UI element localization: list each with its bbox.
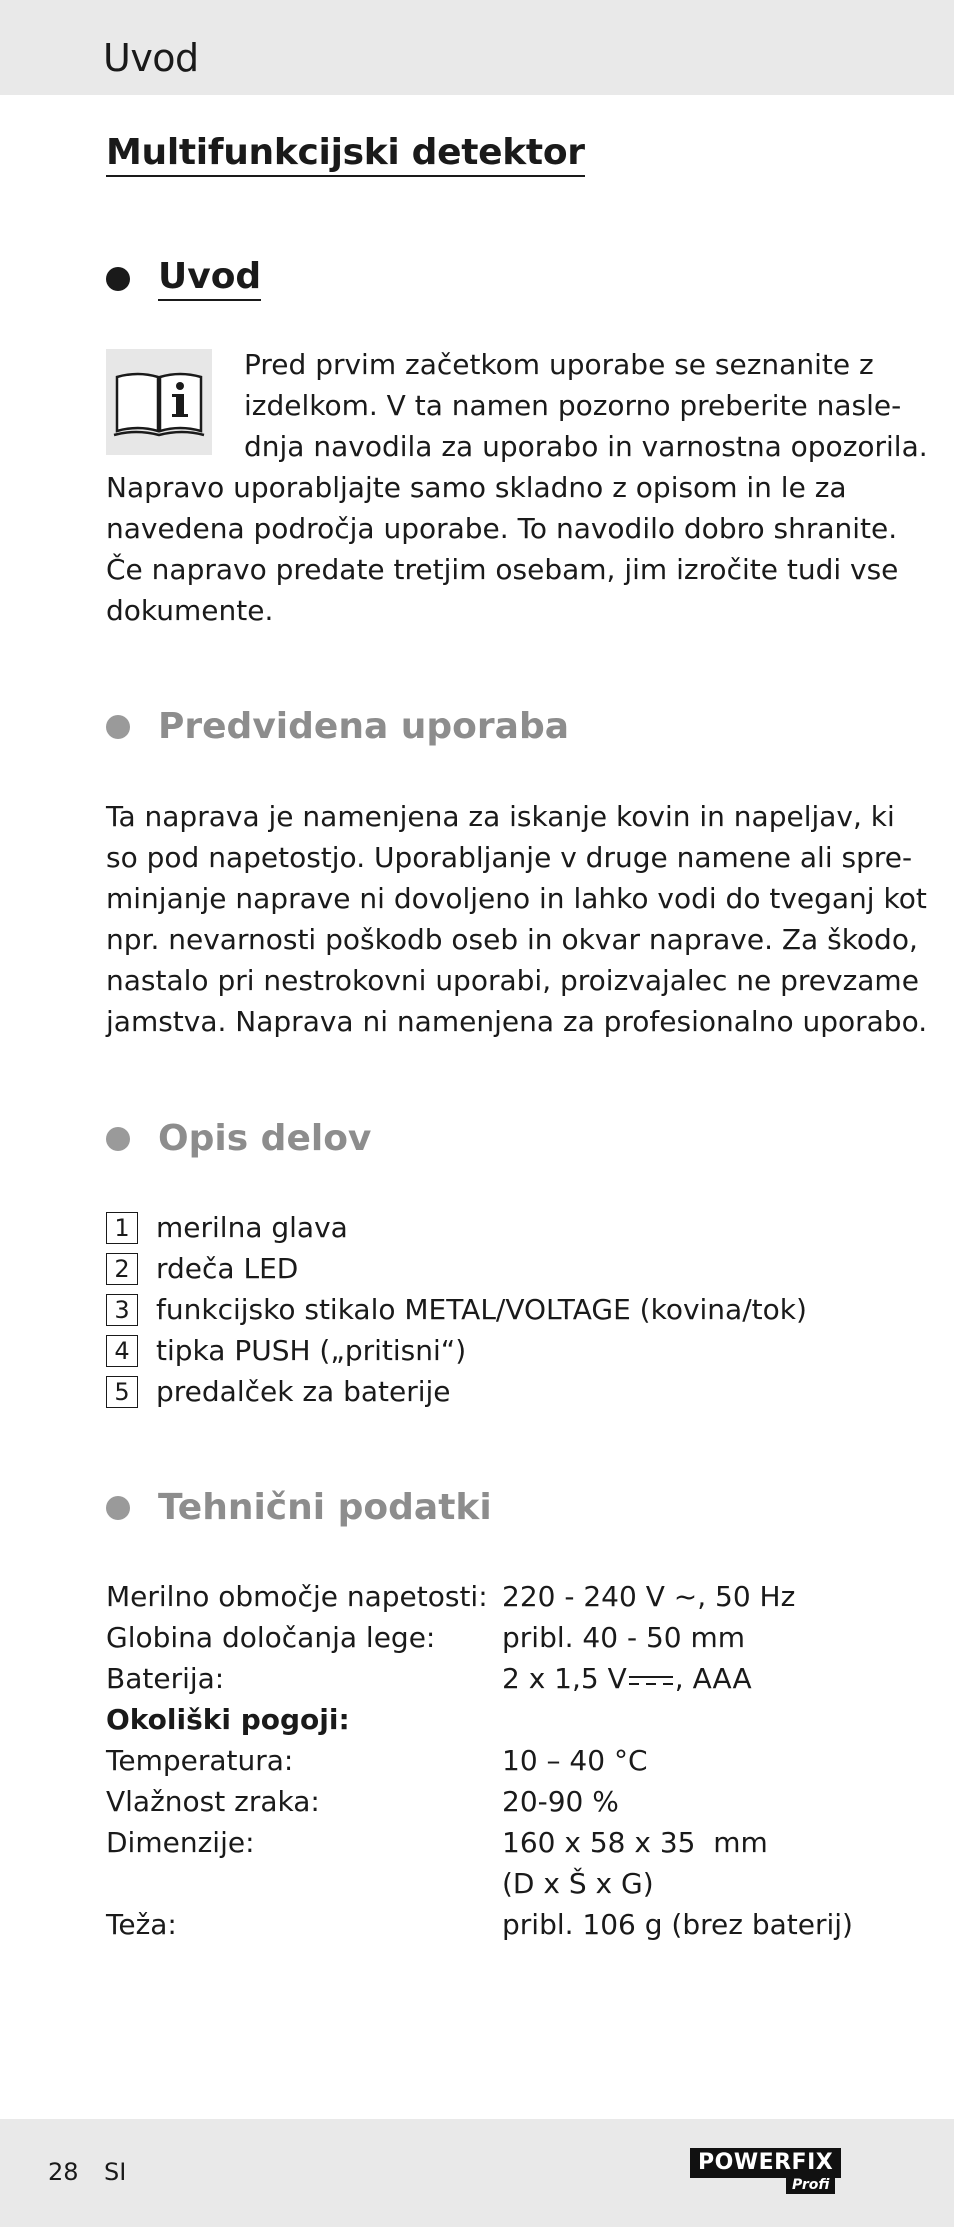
intro-text <box>106 467 898 631</box>
intended-use-line: jamstva. Naprava ni namenjena za profesionalno uporabo. <box>106 1005 928 1038</box>
part-number-box: 2 <box>106 1253 138 1285</box>
page-number: 28 <box>48 2158 79 2186</box>
part-label: rdeča LED <box>156 1252 299 1285</box>
spec-row <box>106 1822 853 1863</box>
intended-use-line: nastalo pri nestrokovni uporabi, proizvajalec ne prevzame <box>106 964 919 997</box>
document-title: Multifunkcijski detektor <box>106 132 585 177</box>
parts-list <box>106 1207 807 1412</box>
spec-label: Dimenzije: <box>106 1826 255 1859</box>
intended-use-line: npr. nevarnosti poškodb oseb in okvar naprave. Za škodo, <box>106 923 918 956</box>
intro-line: dnja navodila za uporabo in varnostna opozorila. <box>244 430 928 463</box>
brand-logo <box>690 2148 850 2196</box>
part-number-box: 4 <box>106 1335 138 1367</box>
section-heading-text: Opis delov <box>158 1118 372 1159</box>
brand-sub: Profi <box>786 2176 835 2194</box>
spec-label: Temperatura: <box>106 1744 294 1777</box>
section-heading-technical <box>106 1487 492 1528</box>
part-label: predalček za baterije <box>156 1375 451 1408</box>
part-label: tipka PUSH („pritisni“) <box>156 1334 467 1367</box>
part-number-box: 1 <box>106 1212 138 1244</box>
spec-row <box>106 1699 853 1740</box>
section-heading-text: Predvidena uporaba <box>158 706 570 747</box>
part-number-box: 5 <box>106 1376 138 1408</box>
list-item <box>106 1289 807 1330</box>
intro-text-wrapped <box>244 344 928 467</box>
spec-label: Globina določanja lege: <box>106 1621 436 1654</box>
spec-value: (D x Š x G) <box>502 1867 654 1900</box>
language-code: SI <box>104 2158 127 2186</box>
spec-label: Vlažnost zraka: <box>106 1785 320 1818</box>
spec-row <box>106 1617 853 1658</box>
section-heading-intro <box>106 256 261 301</box>
spec-row <box>106 1904 853 1945</box>
section-heading-text: Tehnični podatki <box>158 1487 492 1528</box>
intro-line: navedena področja uporabe. To navodilo dobro shranite. <box>106 512 898 545</box>
spec-value-suffix: , AAA <box>674 1662 752 1695</box>
part-label: merilna glava <box>156 1211 348 1244</box>
bullet-icon <box>106 1127 130 1151</box>
section-heading-intended-use <box>106 706 569 747</box>
section-heading-text: Uvod <box>158 256 261 301</box>
intended-use-text <box>106 796 927 1042</box>
spec-table <box>106 1576 853 1945</box>
intro-line: izdelkom. V ta namen pozorno preberite nasle- <box>244 389 902 422</box>
intended-use-line: minjanje naprave ni dovoljeno in lahko vodi do tveganj kot <box>106 882 927 915</box>
spec-subheading: Okoliški pogoji: <box>106 1703 350 1736</box>
spec-row <box>106 1863 853 1904</box>
spec-value: pribl. 106 g (brez baterij) <box>502 1908 853 1941</box>
intended-use-line: so pod napetostjo. Uporabljanje v druge namene ali spre- <box>106 841 913 874</box>
dc-symbol-icon <box>628 1672 674 1688</box>
spec-label: Baterija: <box>106 1662 225 1695</box>
list-item <box>106 1207 807 1248</box>
spec-value: pribl. 40 - 50 mm <box>502 1621 746 1654</box>
bullet-icon <box>106 715 130 739</box>
intended-use-line: Ta naprava je namenjena za iskanje kovin in napeljav, ki <box>106 800 895 833</box>
info-book-icon <box>106 349 212 455</box>
list-item <box>106 1330 807 1371</box>
spec-value-prefix: 2 x 1,5 V <box>502 1662 627 1695</box>
intro-line: dokumente. <box>106 594 274 627</box>
spec-value: 220 - 240 V ~, 50 Hz <box>502 1580 796 1613</box>
spec-row <box>106 1658 853 1699</box>
part-number-box: 3 <box>106 1294 138 1326</box>
part-label: funkcijsko stikalo METAL/VOLTAGE (kovina/tok) <box>156 1293 807 1326</box>
bullet-icon <box>106 1496 130 1520</box>
intro-line: Če napravo predate tretjim osebam, jim izročite tudi vse <box>106 553 899 586</box>
spec-row <box>106 1740 853 1781</box>
spec-value: 20-90 % <box>502 1785 619 1818</box>
spec-label: Merilno območje napetosti: <box>106 1580 488 1613</box>
spec-row <box>106 1781 853 1822</box>
spec-label: Teža: <box>106 1908 177 1941</box>
brand-name: POWERFIX <box>690 2148 841 2178</box>
intro-line: Napravo uporabljajte samo skladno z opisom in le za <box>106 471 847 504</box>
spec-value: 160 x 58 x 35 mm <box>502 1826 768 1859</box>
header-title: Uvod <box>103 36 199 80</box>
section-heading-parts <box>106 1118 371 1159</box>
list-item <box>106 1371 807 1412</box>
bullet-icon <box>106 267 130 291</box>
intro-line: Pred prvim začetkom uporabe se seznanite z <box>244 348 874 381</box>
spec-row <box>106 1576 853 1617</box>
spec-value <box>502 1662 752 1695</box>
list-item <box>106 1248 807 1289</box>
spec-value: 10 – 40 °C <box>502 1744 648 1777</box>
